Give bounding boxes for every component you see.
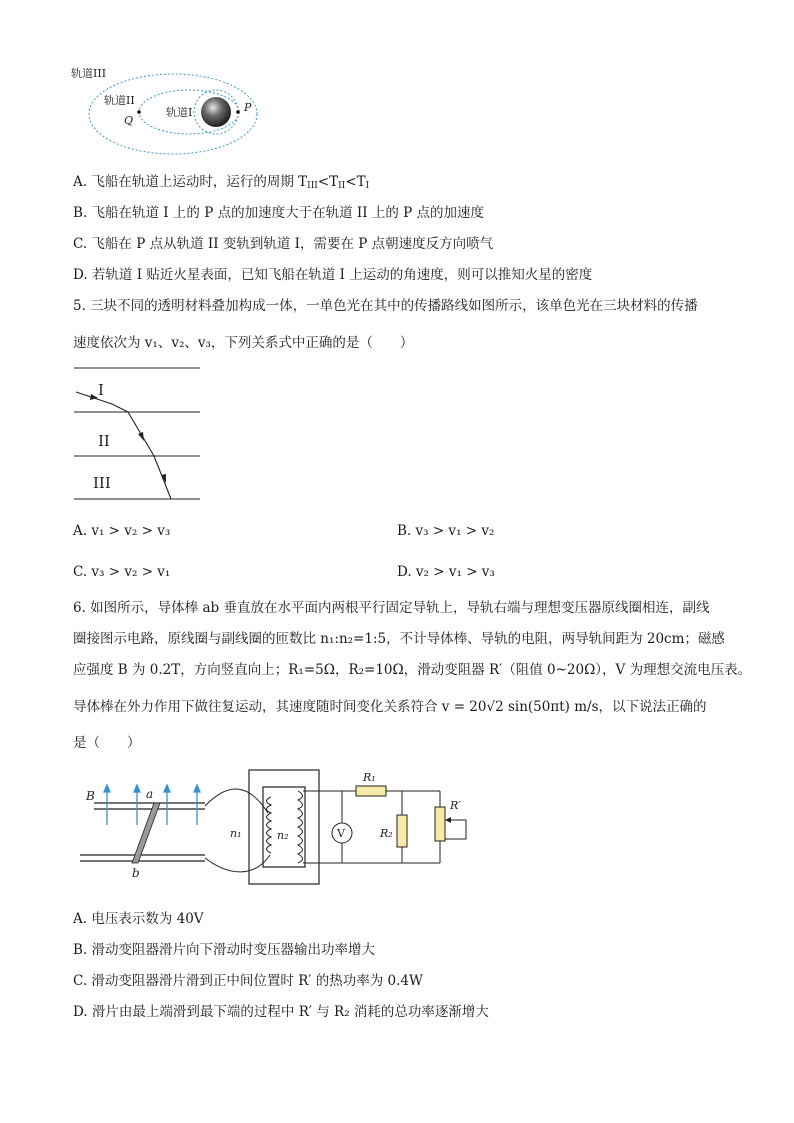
label-B: B [86,789,95,803]
label-P: P [244,101,252,114]
q6-stem-line-3: 应强度 B 为 0.2T，方向竖直向上；R₁=5Ω，R₂=10Ω，滑动变阻器 R′（阻值 0~20Ω），V 为理想交流电压表。 [73,662,752,678]
label-R1: R₁ [363,771,376,784]
q5-option-c: C. v₃ > v₂ > v₁ [73,564,171,580]
q5-option-b: B. v₃ > v₁ > v₂ [397,523,495,539]
label-n1: n₁ [230,827,242,840]
light-path-figure [72,362,204,504]
q4-option-c: C. 飞船在 P 点从轨道 II 变轨到轨道 I，需要在 P 点朝速度反方向喷气 [73,236,494,252]
q6-stem-line-2: 圈接图示电路，原线圈与副线圈的匝数比 n₁:n₂=1:5，不计导体棒、导轨的电阻，两导轨间距为 20cm；磁感 [73,631,725,647]
label-b: b [132,866,140,880]
point-P-dot [236,110,240,114]
q6-stem-line-1: 6. 如图所示，导体棒 ab 垂直放在水平面内两根平行固定导轨上，导轨右端与理想变压器原线圈相连，副线 [73,600,710,616]
point-Q-dot [137,110,141,114]
q4-option-a: A. 飞船在轨道上运动时，运行的周期 $T_{III}<T_{II}<T_I$ [73,174,370,191]
resistor-R1 [356,786,386,796]
q4-option-b: B. 飞船在轨道 I 上的 P 点的加速度大于在轨道 II 上的 P 点的加速度 [73,205,484,221]
q4-option-d: D. 若轨道 I 贴近火星表面，已知飞船在轨道 I 上运动的角速度，则可以推知火星的密度 [73,267,593,283]
label-Rp: R′ [450,799,461,812]
q5-stem-line-1: 5. 三块不同的透明材料叠加构成一体，一单色光在其中的传播路线如图所示，该单色光在三块材料的传播 [73,298,698,314]
label-R2: R₂ [380,827,393,840]
arrow-3 [161,474,166,483]
label-orbit-2: 轨道II [104,94,135,107]
q6-option-a: A. 电压表示数为 40V [73,911,204,927]
resistor-R2 [397,815,407,847]
arrow-2 [138,432,144,441]
q6-option-d: D. 滑片由最上端滑到最下端的过程中 R′ 与 R₂ 消耗的总功率逐渐增大 [73,1004,489,1020]
layer-label-2: II [98,432,110,450]
label-orbit-3: 轨道III [71,67,107,80]
q5-option-d: D. v₂ > v₁ > v₃ [397,564,495,580]
q6-option-b: B. 滑动变阻器滑片向下滑动时变压器输出功率增大 [73,942,376,958]
q6-stem-line-4: 导体棒在外力作用下做往复运动，其速度随时间变化关系符合 v = 20√2 sin(50πt) m/s，以下说法正确的 [73,699,707,715]
rheostat-Rp [435,807,445,841]
circuit-figure [80,765,480,895]
planet [201,97,231,127]
label-orbit-1: 轨道I [166,106,193,119]
label-a: a [146,787,154,801]
q6-stem-line-5: 是（ ） [73,735,141,751]
light-ray [76,392,171,499]
orbit-figure [66,62,266,162]
layer-label-1: I [98,381,104,399]
label-n2: n₂ [277,829,289,842]
q6-option-c: C. 滑动变阻器滑片滑到正中间位置时 R′ 的热功率为 0.4W [73,973,423,989]
label-V: V [337,827,345,840]
layer-label-3: III [93,474,111,492]
q5-stem-line-2: 速度依次为 v₁、v₂、v₃，下列关系式中正确的是（ ） [73,335,414,351]
label-Q: Q [124,114,134,127]
q5-option-a: A. v₁ > v₂ > v₃ [73,523,171,539]
conductor-rod [132,803,160,863]
